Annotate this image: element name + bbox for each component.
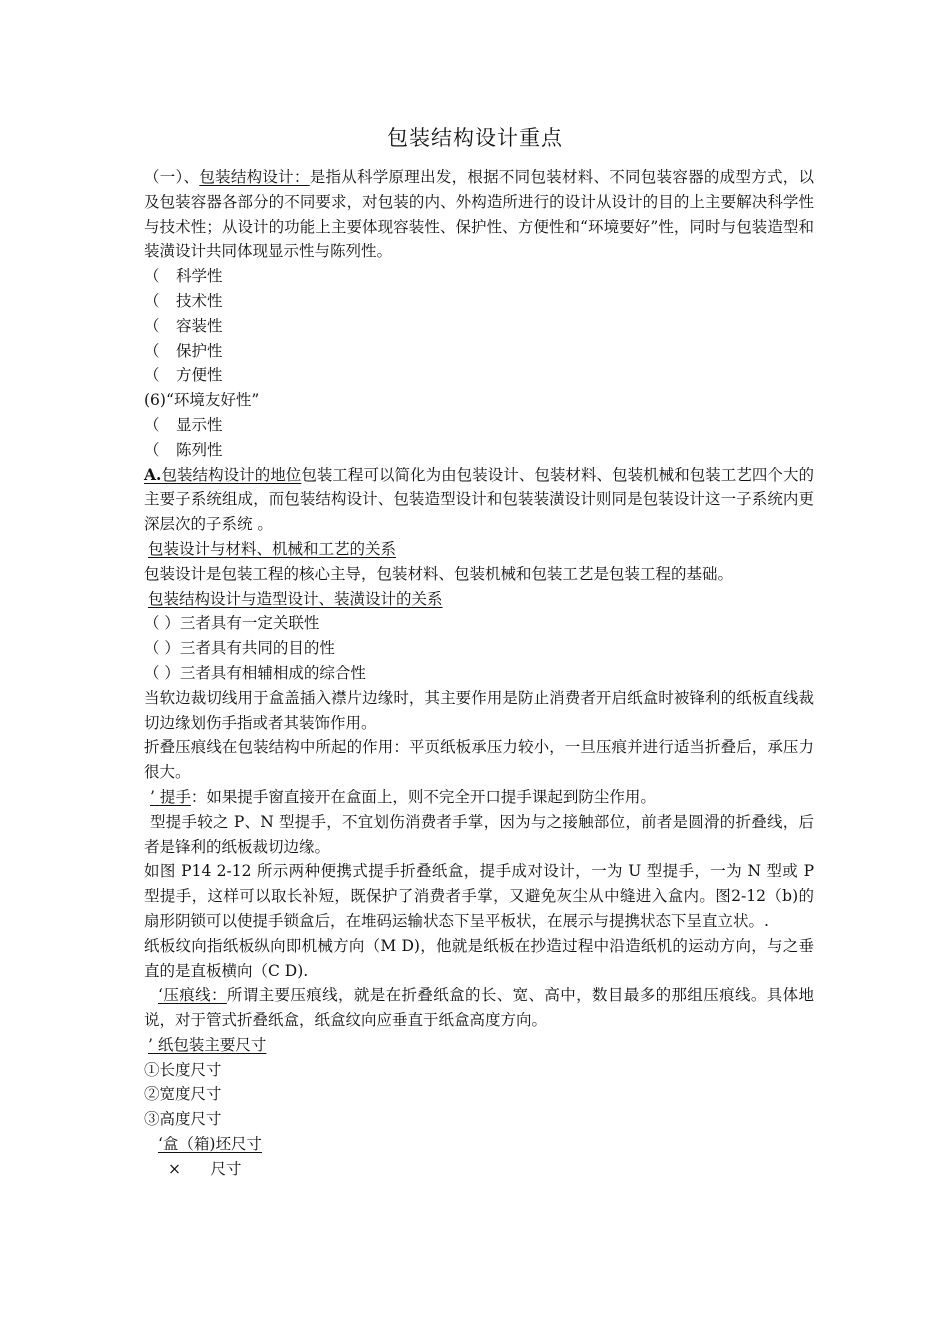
list-item: ①长度尺寸 — [144, 1060, 222, 1079]
paragraph: 型提手较之 P、N 型提手，不宜划伤消费者手掌，因为与之接触部位，前者是圆滑的折叠线，后者是锋利的纸板裁切边缘。 — [144, 812, 814, 856]
crease-paragraph: ‘压痕线：所谓主要压痕线，就是在折叠纸盒的长、宽、高中，数目最多的那组压痕线。具体地说，对于管式折叠纸盒，纸盒纹向应垂直于纸盒高度方向。 — [144, 986, 814, 1030]
list-item: (6)“环境友好性” — [144, 391, 260, 410]
section-heading: ‘盒（箱)坯尺寸 — [158, 1135, 262, 1154]
handle-paragraph: ’ 提手：如果提手窗直接开在盒面上，则不完全开口提手课起到防尘作用。 — [150, 787, 656, 806]
list-item: （ 显示性 — [144, 415, 223, 434]
list-item: ③高度尺寸 — [144, 1110, 222, 1129]
section-heading: 包装设计与材料、机械和工艺的关系 — [148, 539, 397, 558]
list-item: ②宽度尺寸 — [144, 1085, 222, 1104]
list-item: （ 科学性 — [144, 267, 223, 286]
status-mark: A. — [144, 464, 162, 484]
status-text: 包装工程可以简化为由包装设计、包装材料、包装机械和包装工艺四个大的主要子系统组成，而包装结构设计、包装造型设计和包装装潢设计则同是包装设计这一子系统内更深层次的子系统 。 — [144, 465, 814, 534]
status-paragraph — [144, 463, 814, 537]
intro-text: 是指从科学原理出发，根据不同包装材料、不同包装容器的成型方式，以及包装容器各部分的不同要求，对包装的内、外构造所进行的设计从设计的目的上主要解决科学性与技术性；从设计的功能上主要体现容装性、保护性、方便性和“环境要好”性，同时与包装造型和装潢设计共同体现显示性与陈列性。 — [144, 168, 814, 261]
list-item: （ 容装性 — [144, 316, 223, 335]
list-item: （ ）三者具有相辅相成的综合性 — [144, 663, 366, 682]
list-item: （ ）三者具有共同的目的性 — [144, 639, 335, 658]
status-term: 包装结构设计的地位 — [161, 465, 302, 484]
paragraph: 纸板纹向指纸板纵向即机械方向（M D)，他就是纸板在抄造过程中沿造纸机的运动方向，与之垂直的是直板横向（C D). — [144, 936, 814, 980]
list-item: （ ）三者具有一定关联性 — [144, 614, 320, 633]
document-body — [144, 165, 814, 1182]
section-heading: ’ 纸包装主要尺寸 — [148, 1035, 267, 1054]
list-item: （ 陈列性 — [144, 440, 223, 459]
property-list — [144, 264, 814, 462]
list-item: （ 技术性 — [144, 291, 223, 310]
intro-term: 包装结构设计： — [199, 168, 310, 186]
list-item: （ 保护性 — [144, 341, 223, 360]
list-item: （ 方便性 — [144, 366, 223, 385]
page-title: 包装结构设计重点 — [387, 126, 563, 150]
paragraph: 包装设计是包装工程的核心主导，包装材料、包装机械和包装工艺是包装工程的基础。 — [144, 564, 734, 583]
paragraph: 如图 P14 2-12 所示两种便携式提手折叠纸盒，提手成对设计，一为 U 型提手，一为 N 型或 P 型提手，这样可以取长补短，既保护了消费者手掌，又避免灰尘从中缝进入盒内。图2-12（b)的扇形阴锁可以使提手锁盒后，在堆码运输状态下呈平板状，在展示与提携状态下呈直立状。. — [144, 862, 814, 930]
intro-prefix: （一）、 — [144, 168, 200, 186]
section-heading: 包装结构设计与造型设计、装潢设计的关系 — [148, 589, 443, 608]
paragraph: 当软边裁切线用于盒盖插入襟片边缘时，其主要作用是防止消费者开启纸盒时被锋利的纸板直线裁切边缘划伤手指或者其装饰作用。 — [144, 688, 814, 732]
paragraph: 折叠压痕线在包装结构中所起的作用：平页纸板承压力较小，一旦压痕并进行适当折叠后，承压力很大。 — [144, 738, 814, 782]
paragraph: × 尺寸 — [168, 1159, 242, 1178]
intro-paragraph — [144, 165, 814, 264]
